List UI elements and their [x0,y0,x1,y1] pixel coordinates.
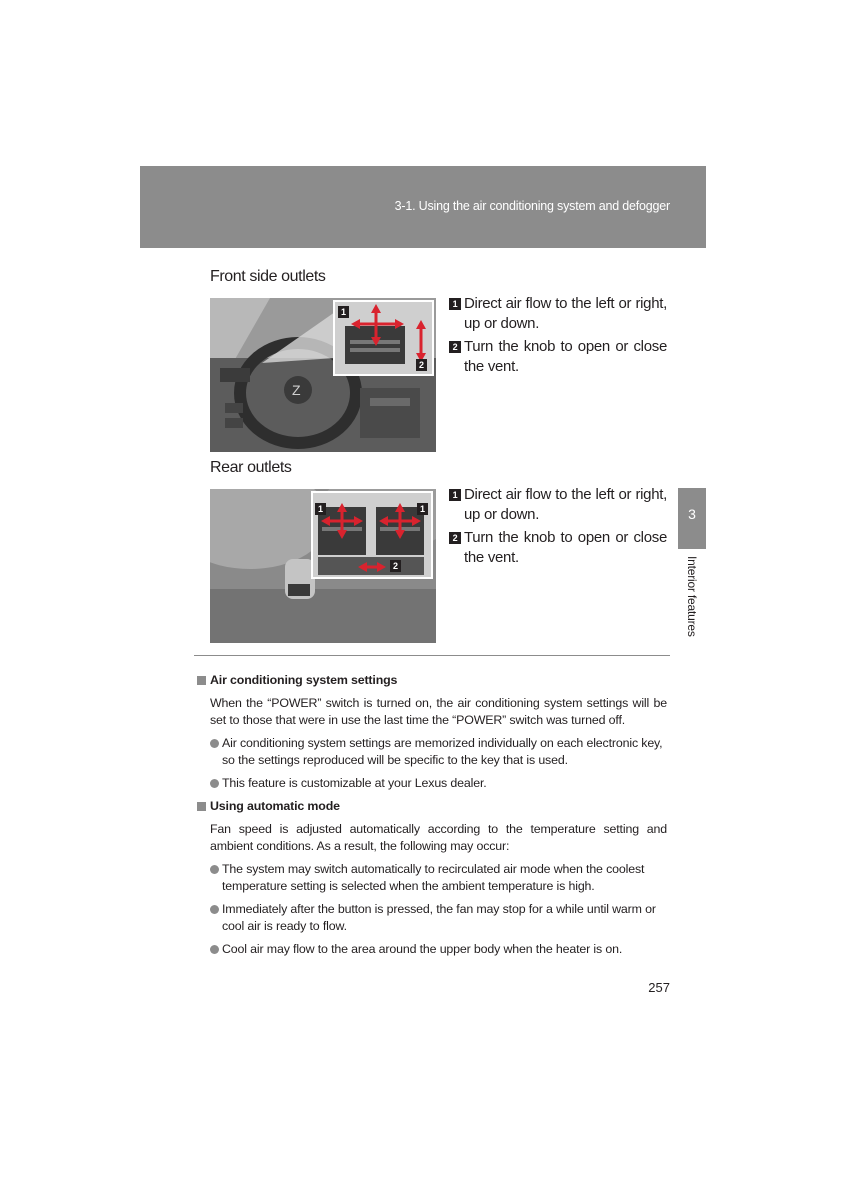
front-step-2 [449,337,667,377]
front-callout-2: 2 [418,360,424,370]
round-bullet-icon [210,945,219,954]
rear-step-2 [449,528,667,568]
rear-callout-1-right: 1 [419,504,425,514]
front-step-1-text: Direct air flow to the left or right, up or down. [464,295,667,332]
ac-settings-bullet-1 [210,735,667,769]
front-step-1 [449,294,667,334]
square-bullet-icon [197,676,206,685]
chapter-tab-label [679,556,705,646]
ac-settings-body: When the “POWER” switch is turned on, the air conditioning system settings will be set to those that were in use the last time the “POWER” switch was turned off. [210,696,667,727]
rear-callout-1-left: 1 [317,504,323,514]
rear-outlets-heading: Rear outlets [210,459,292,476]
rear-step-2-text: Turn the knob to open or close the vent. [464,529,667,566]
rear-step-2-number: 2 [449,532,461,544]
front-outlets-heading: Front side outlets [210,268,326,285]
rear-outlets-photo [210,489,436,643]
ac-settings-heading-text: Air conditioning system settings [210,673,398,687]
rear-step-1-number: 1 [449,489,461,501]
rear-outlets-steps [449,485,667,571]
front-step-2-text: Turn the knob to open or close the vent. [464,338,667,375]
round-bullet-icon [210,779,219,788]
front-outlets-steps [449,294,667,380]
auto-mode-bullet-2 [210,901,667,935]
round-bullet-icon [210,739,219,748]
section-header-title: 3-1. Using the air conditioning system and defogger [394,199,670,213]
rear-step-1 [449,485,667,525]
section-divider [194,655,670,656]
section-header-band [140,166,706,248]
round-bullet-icon [210,905,219,914]
auto-mode-body: Fan speed is adjusted automatically according to the temperature setting and ambient conditions. As a result, the following may occur: [210,822,667,853]
chapter-tab [678,488,706,549]
front-callout-1: 1 [340,307,346,317]
auto-mode-heading [197,798,667,815]
square-bullet-icon [197,802,206,811]
ac-settings-bullet-2 [210,775,667,792]
svg-text:Z: Z [292,382,301,398]
front-step-1-number: 1 [449,298,461,310]
rear-step-1-text: Direct air flow to the left or right, up or down. [464,486,667,523]
notes-section [197,672,667,964]
auto-mode-bullet-1 [210,861,667,895]
chapter-tab-number: 3 [688,506,696,522]
auto-mode-bullet-2-text: Immediately after the button is pressed, the fan may stop for a while until warm or cool air is ready to flow. [222,902,656,933]
ac-settings-bullet-2-text: This feature is customizable at your Lexus dealer. [222,776,487,790]
auto-mode-bullet-1-text: The system may switch automatically to recirculated air mode when the coolest temperature setting is selected when the ambient temperature is high. [222,862,645,893]
round-bullet-icon [210,865,219,874]
auto-mode-heading-text: Using automatic mode [210,799,340,813]
auto-mode-bullet-3 [210,941,667,958]
page-number: 257 [648,980,670,995]
front-outlets-photo [210,298,436,452]
rear-callout-2: 2 [392,561,398,571]
chapter-tab-label-text: Interior features [685,556,699,637]
ac-settings-bullet-1-text: Air conditioning system settings are memorized individually on each electronic key, so the settings reproduced will be specific to the key that is used. [222,736,663,767]
ac-settings-heading [197,672,667,689]
front-step-2-number: 2 [449,341,461,353]
auto-mode-bullet-3-text: Cool air may flow to the area around the upper body when the heater is on. [222,942,623,956]
